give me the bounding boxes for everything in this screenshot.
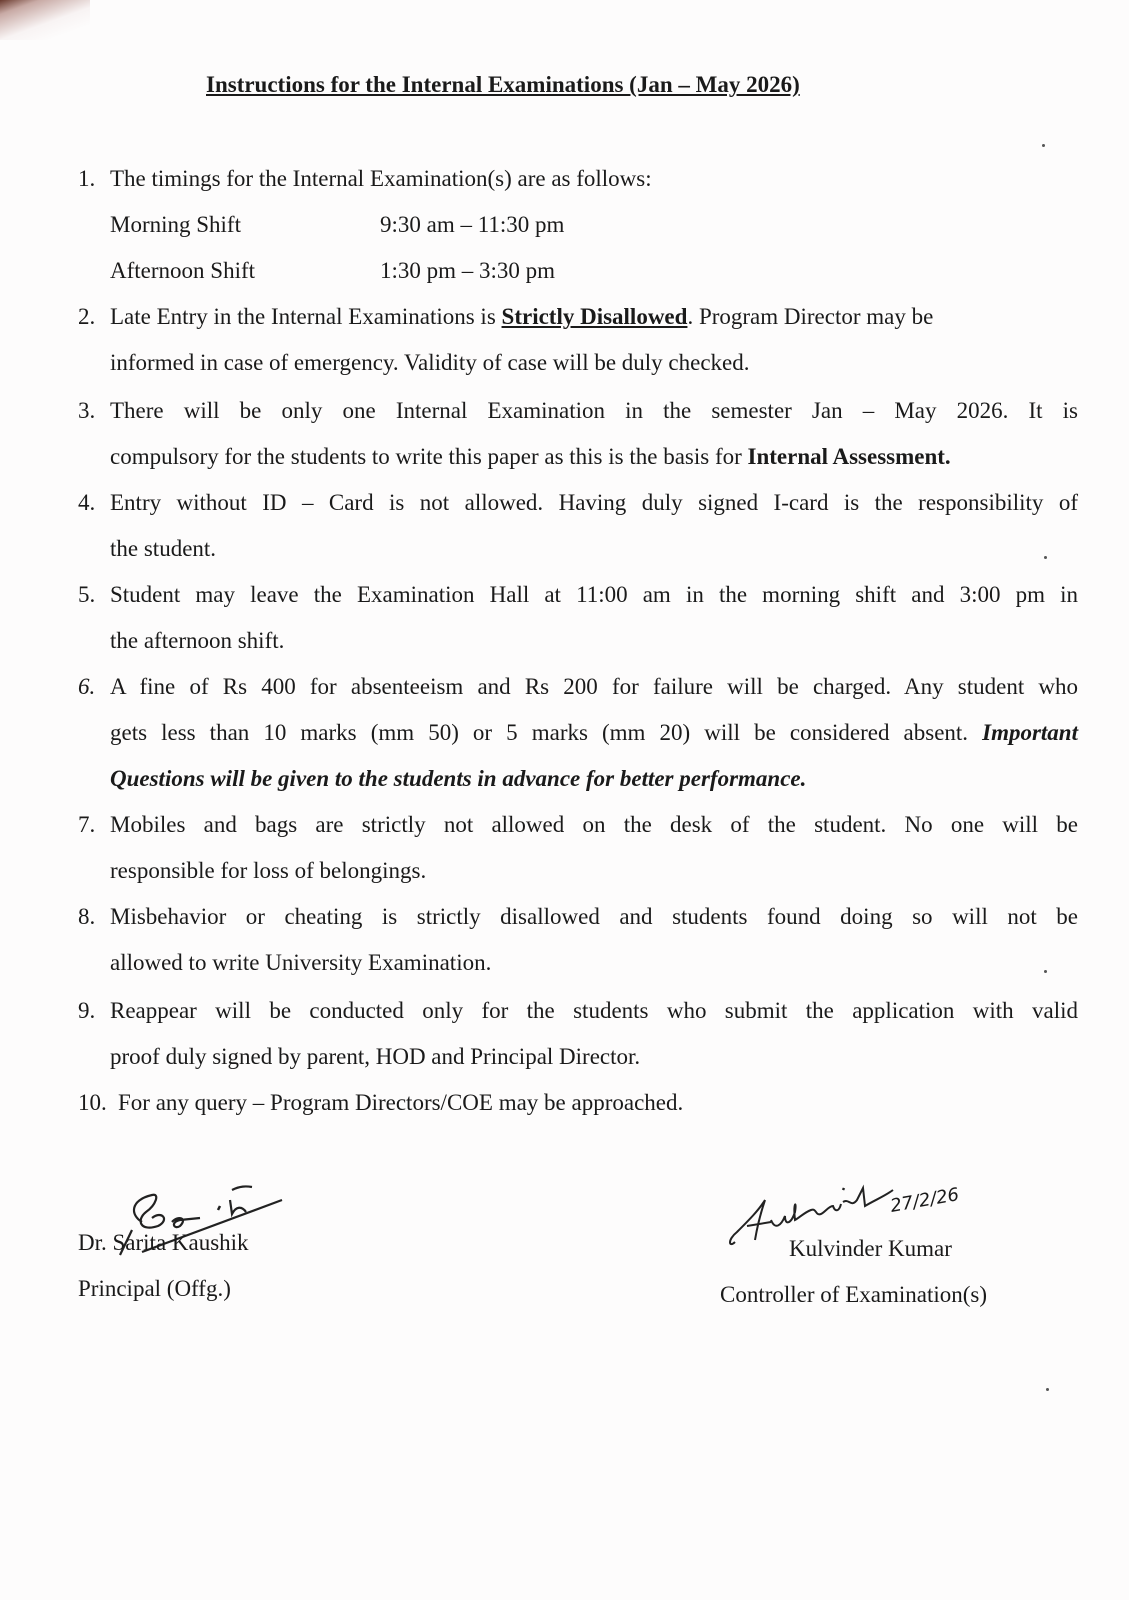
- item-number: 9.: [78, 998, 96, 1023]
- item-line-2: [110, 710, 1078, 756]
- shift-row-afternoon: [110, 248, 1078, 294]
- instruction-item-2: [78, 294, 1078, 386]
- emphasis-text: Strictly Disallowed: [501, 304, 688, 329]
- instruction-item-7: [78, 802, 1078, 894]
- instruction-item-1: [78, 156, 1078, 294]
- shift-row-morning: [110, 202, 1078, 248]
- item-text: compulsory for the students to write this paper as this is the basis for: [110, 444, 748, 469]
- shift-time: 1:30 pm – 3:30 pm: [380, 258, 556, 283]
- signatory-left-name: Dr. Sarita Kaushik: [78, 1230, 249, 1255]
- item-line-2: the afternoon shift.: [110, 628, 285, 653]
- instruction-item-5: [78, 572, 1078, 664]
- instruction-item-10: [78, 1080, 1078, 1126]
- signatory-right-designation: Controller of Examination(s): [720, 1282, 987, 1307]
- item-line-1: Reappear will be conducted only for the students who submit the application with valid: [110, 998, 1078, 1023]
- instruction-item-6: [78, 664, 1078, 802]
- scan-speck: [1044, 556, 1047, 559]
- item-number: 1.: [78, 166, 96, 191]
- item-line-2: [110, 434, 1078, 480]
- instruction-item-9: [78, 988, 1078, 1080]
- item-line-1: A fine of Rs 400 for absenteeism and Rs 200 for failure will be charged. Any student who: [110, 674, 1078, 699]
- item-line-1: Misbehavior or cheating is strictly disallowed and students found doing so will not be: [110, 904, 1078, 929]
- shift-label: Morning Shift: [110, 212, 241, 237]
- signatory-right-name: Kulvinder Kumar: [789, 1236, 952, 1261]
- instruction-item-4: [78, 480, 1078, 572]
- item-line-2: proof duly signed by parent, HOD and Principal Director.: [110, 1044, 641, 1069]
- item-line-1: There will be only one Internal Examination in the semester Jan – May 2026. It is: [110, 398, 1078, 423]
- shift-time: 9:30 am – 11:30 pm: [380, 212, 565, 237]
- item-line-1: For any query – Program Directors/COE may be approached.: [118, 1090, 684, 1115]
- page-corner-shadow: [0, 0, 90, 40]
- item-line-2: allowed to write University Examination.: [110, 950, 492, 975]
- document-title: Instructions for the Internal Examinations (Jan – May 2026): [206, 72, 800, 97]
- item-line-1: Student may leave the Examination Hall at 11:00 am in the morning shift and 3:00 pm in: [110, 582, 1078, 607]
- item-line-1: Mobiles and bags are strictly not allowed on the desk of the student. No one will be: [110, 812, 1078, 837]
- item-line-1: [110, 294, 1078, 340]
- item-line-2: the student.: [110, 536, 217, 561]
- item-number: 4.: [78, 490, 96, 515]
- item-line-3: Questions will be given to the students in advance for better performance.: [110, 766, 807, 791]
- emphasis-text: Internal Assessment.: [747, 444, 951, 469]
- scan-speck: [1044, 970, 1047, 973]
- item-number: 3.: [78, 398, 96, 423]
- shift-label: Afternoon Shift: [110, 258, 256, 283]
- item-number: 2.: [78, 304, 96, 329]
- item-text: The timings for the Internal Examination(s) are as follows:: [110, 166, 652, 191]
- item-line-2: responsible for loss of belongings.: [110, 858, 427, 883]
- item-text: Late Entry in the Internal Examinations is: [110, 304, 502, 329]
- scan-speck: [1042, 144, 1045, 147]
- item-text: gets less than 10 marks (mm 50) or 5 marks (mm 20) will be considered absent.: [110, 720, 983, 745]
- item-line-2: informed in case of emergency. Validity of case will be duly checked.: [110, 350, 750, 375]
- instruction-item-8: [78, 894, 1078, 986]
- item-line-1: Entry without ID – Card is not allowed. Having duly signed I-card is the responsibility of: [110, 490, 1078, 515]
- scan-speck: [1046, 1388, 1049, 1391]
- emphasis-text: Important: [982, 720, 1078, 745]
- item-number: 7.: [78, 812, 96, 837]
- item-number: 10.: [78, 1090, 107, 1115]
- signatory-left-designation: Principal (Offg.): [78, 1276, 231, 1301]
- item-number: 6.: [78, 674, 96, 699]
- item-text: . Program Director may be: [687, 304, 934, 329]
- item-number: 5.: [78, 582, 96, 607]
- instruction-item-3: [78, 388, 1078, 480]
- item-number: 8.: [78, 904, 96, 929]
- handwritten-date: 27/2/26: [888, 1184, 961, 1217]
